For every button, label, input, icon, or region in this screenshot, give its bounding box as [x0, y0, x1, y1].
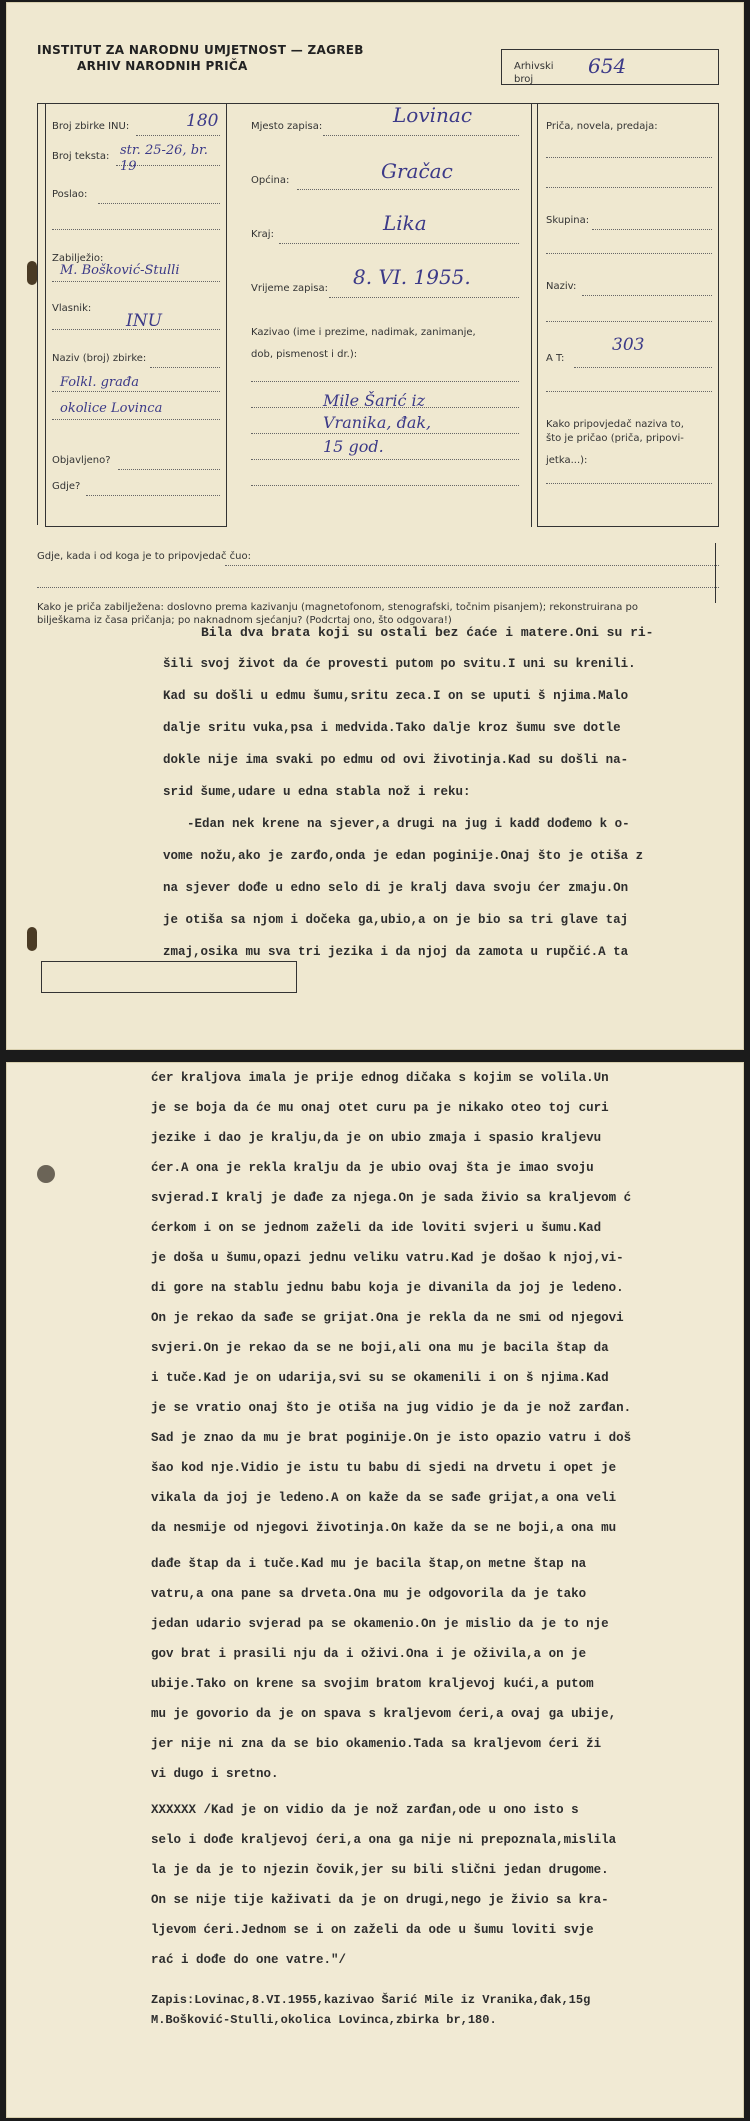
- punch-hole: [37, 1165, 55, 1183]
- typed-line: je otiša sa njom i dočeka ga,ubio,a on je bio sa tri glave taj: [163, 913, 629, 927]
- typed-line: On se nije tije kaživati da je on drugi,nego je živio sa kra-: [151, 1893, 609, 1907]
- typed-line: je se boja da će mu onaj otet curu pa je nikako oteo toj curi: [151, 1101, 609, 1115]
- how-label-2: što je pričao (priča, pripovi-: [546, 433, 684, 444]
- municipality-label: Općina:: [251, 175, 290, 186]
- collection-value-1: Folkl. građa: [60, 375, 139, 390]
- narrator-label-2: dob, pismenost i dr.):: [251, 349, 358, 360]
- archive-number-label: Arhivski broj: [514, 61, 554, 85]
- title-label: Naziv:: [546, 281, 577, 292]
- typed-line: srid šume,udare u edna stabla nož i reku:: [163, 785, 471, 799]
- right-column-box: [537, 103, 719, 527]
- place-label: Mjesto zapisa:: [251, 121, 323, 132]
- date-value: 8. VI. 1955.: [353, 265, 471, 289]
- typed-line: svjerad.I kralj je dađe za njega.On je sada živio sa kraljevom ć: [151, 1191, 632, 1205]
- typed-line: On je rekao da sađe se grijat.Ona je rekla da ne smi od njegovi: [151, 1311, 624, 1325]
- published-label: Objavljeno?: [52, 455, 111, 466]
- archive-number-value: 654: [588, 54, 627, 78]
- typed-line: dalje sritu vuka,psa i medvida.Tako dalje kroz šumu sve dotle: [163, 721, 621, 735]
- typed-line: i tuče.Kad je on udarija,svi su se okamenili i on š njima.Kad: [151, 1371, 609, 1385]
- group-label: Skupina:: [546, 215, 590, 226]
- place-value: Lovinac: [393, 103, 473, 127]
- text-no-label: Broj teksta:: [52, 151, 110, 162]
- archive-number-box: [501, 49, 719, 85]
- narrator-value-2: Vranika, đak,: [323, 413, 432, 432]
- text-no-value: str. 25-26, br. 19: [120, 143, 208, 174]
- owner-label: Vlasnik:: [52, 303, 92, 314]
- typed-line: di gore na stablu jednu babu koja je divanila da joj je ledeno.: [151, 1281, 624, 1295]
- typed-line: svjeri.On je rekao da se ne boji,ali ona mu je bacila štap da: [151, 1341, 609, 1355]
- how-label-3: jetka...):: [546, 455, 588, 466]
- collection-label: Naziv (broj) zbirke:: [52, 353, 147, 364]
- typed-line: ćerkom i on se jednom zaželi da ide loviti svjeri u šumu.Kad: [151, 1221, 602, 1235]
- column-divider: [531, 103, 532, 527]
- punch-hole: [27, 927, 37, 951]
- owner-value: INU: [126, 311, 162, 331]
- typed-line: je doša u šumu,opazi jednu veliku vatru.Kad je došao k njoj,vi-: [151, 1251, 624, 1265]
- sent-by-label: Poslao:: [52, 189, 88, 200]
- archive-name: ARHIV NARODNIH PRIČA: [77, 59, 248, 73]
- typed-line: šao kod nje.Vidio je istu tu babu di sjedi na drvetu i opet je: [151, 1461, 617, 1475]
- form-page-2: [6, 1062, 744, 2118]
- typed-line: gov brat i prasili nju da i oživi.Ona i je oživila,a on je: [151, 1647, 587, 1661]
- at-label: A T:: [546, 353, 565, 364]
- method-note-1: Kako je priča zabilježena: doslovno prema kazivanju (magnetofonom, stenografski, točnim pisanjem); rekonstruirana po: [37, 602, 638, 613]
- at-value: 303: [612, 335, 645, 355]
- typed-line: da nesmije od njegovi životinja.On kaže da se ne boji,a ona mu: [151, 1521, 617, 1535]
- method-note-2: bilješkama iz časa pričanja; po naknadnom sjećanju? (Podcrtaj ono, što odgovara!): [37, 615, 452, 626]
- typed-line: rać i dođe do one vatre."/: [151, 1953, 347, 1967]
- record-note-line: M.Bošković-Stulli,okolica Lovinca,zbirka br,180.: [151, 2013, 497, 2027]
- empty-label-box: [41, 961, 297, 993]
- record-note-line: Zapis:Lovinac,8.VI.1955,kazivao Šarić Mile iz Vranika,đak,15g: [151, 1993, 591, 2007]
- region-label: Kraj:: [251, 229, 274, 240]
- date-label: Vrijeme zapisa:: [251, 283, 328, 294]
- typed-line: jer nije ni zna da se bio okamenio.Tada sa kraljevom ćeri ži: [151, 1737, 602, 1751]
- typed-line: mu je govorio da je on spava s kraljevom ćeri,a ovaj ga ubije,: [151, 1707, 617, 1721]
- typed-line: ljevom ćeri.Jednom se i on zaželi da ode u šumu loviti svje: [151, 1923, 594, 1937]
- typed-line: dađe štap da i tuče.Kad mu je bacila štap,on metne štap na: [151, 1557, 587, 1571]
- narrator-label-1: Kazivao (ime i prezime, nadimak, zanimanje,: [251, 327, 476, 338]
- region-value: Lika: [383, 211, 427, 235]
- where-published-label: Gdje?: [52, 481, 81, 492]
- municipality-value: Gračac: [381, 159, 453, 183]
- typed-line: ćer kraljova imala je prije ednog dičaka s kojim se volila.Un: [151, 1071, 609, 1085]
- where-when-label: Gdje, kada i od koga je to pripovjedač čuo:: [37, 551, 251, 562]
- punch-hole: [27, 261, 37, 285]
- typed-line: jedan udario svjerad pa se okamenio.On je mislio da je to nje: [151, 1617, 609, 1631]
- typed-line: Bila dva brata koji su ostali bez ćaće i matere.Oni su ri-: [201, 625, 654, 640]
- institute-name: INSTITUT ZA NARODNU UMJETNOST — ZAGREB: [37, 43, 364, 57]
- narrator-value-1: Mile Šarić iz: [323, 391, 426, 410]
- typed-line: vome nožu,ako je zarđo,onda je edan poginije.Onaj što je otiša z: [163, 849, 644, 863]
- typed-line: selo i dođe kraljevoj ćeri,a ona ga nije ni prepoznala,mislila: [151, 1833, 617, 1847]
- how-label-1: Kako pripovjedač naziva to,: [546, 419, 684, 430]
- story-label: Priča, novela, predaja:: [546, 121, 658, 132]
- inu-value: 180: [186, 111, 219, 131]
- inu-label: Broj zbirke INU:: [52, 121, 130, 132]
- typed-line: ubije.Tako on krene sa svojim bratom kraljevoj kući,a putom: [151, 1677, 594, 1691]
- narrator-value-3: 15 god.: [323, 437, 384, 456]
- typed-line: Sad je znao da mu je brat poginije.On je isto opazio vatru i doš: [151, 1431, 632, 1445]
- recorded-by-label: Zabilježio:: [52, 253, 104, 264]
- typed-line: XXXXXX /Kad je on vidio da je nož zarđan,ode u ono isto s: [151, 1803, 579, 1817]
- typed-line: zmaj,osika mu sva tri jezika i da njoj da zamota u rupčić.A ta: [163, 945, 629, 959]
- typed-line: Kad su došli u edmu šumu,sritu zeca.I on se uputi š njima.Malo: [163, 689, 629, 703]
- typed-line: šili svoj život da će provesti putom po svitu.I uni su krenili.: [163, 657, 636, 671]
- typed-line: vi dugo i sretno.: [151, 1767, 279, 1781]
- collection-value-2: okolice Lovinca: [60, 401, 163, 416]
- typed-line: jezike i dao je kralju,da je on ubio zmaja i spasio kraljevu: [151, 1131, 602, 1145]
- typed-line: na sjever dođe u edno selo di je kralj dava svoju ćer zmaju.On: [163, 881, 629, 895]
- typed-line: vikala da joj je ledeno.A on kaže da se sađe grijat,a ona veli: [151, 1491, 617, 1505]
- typed-line: je se vratio onaj što je otiša na jug vidio je da je nož zarđan.: [151, 1401, 632, 1415]
- recorded-by-value: M. Bošković-Stulli: [60, 263, 180, 278]
- typed-line: ćer.A ona je rekla kralju da je ubio ovaj šta je imao svoju: [151, 1161, 594, 1175]
- left-column-box: [45, 103, 227, 527]
- typed-line: la je da je to njezin čovik,jer su bili slični jedan drugome.: [151, 1863, 609, 1877]
- typed-line: -Edan nek krene na sjever,a drugi na jug i kadđ dođemo k o-: [187, 817, 630, 831]
- typed-line: dokle nije ima svaki po edmu od ovi životinja.Kad su došli na-: [163, 753, 629, 767]
- typed-line: vatru,a ona pane sa drveta.Ona mu je odgovorila da je tako: [151, 1587, 587, 1601]
- form-page-1: [6, 2, 744, 1050]
